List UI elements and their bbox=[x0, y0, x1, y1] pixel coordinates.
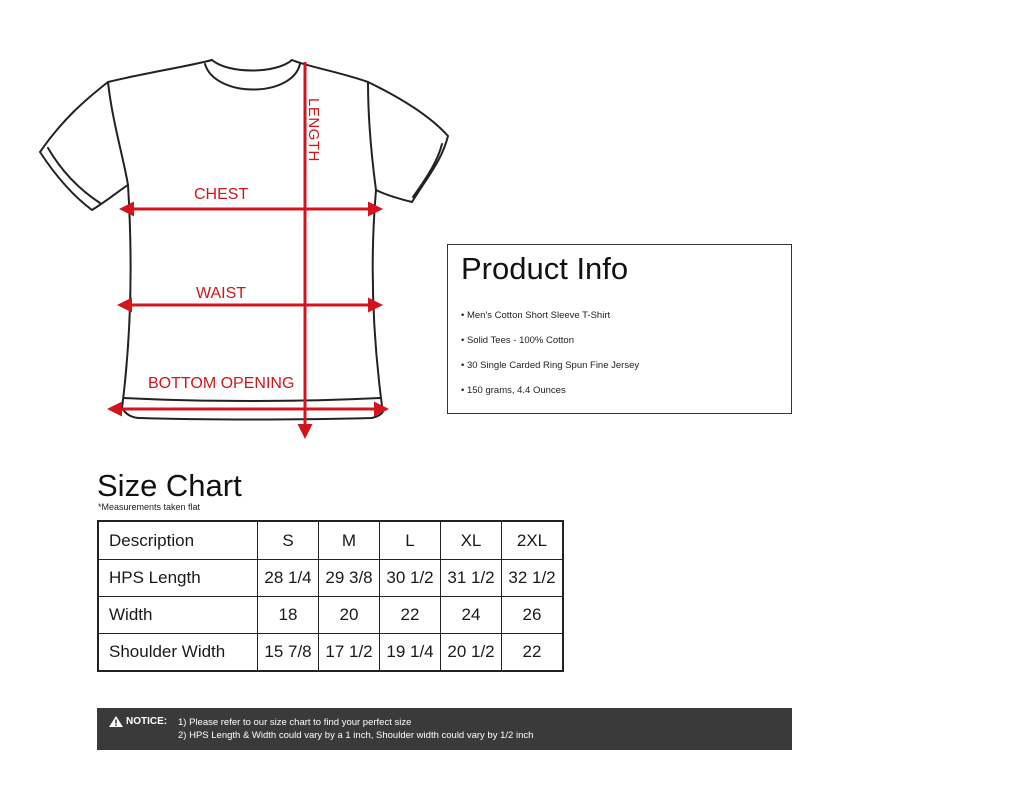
row-label: Shoulder Width bbox=[98, 634, 258, 672]
header-cell-s: S bbox=[258, 521, 319, 560]
notice-bar bbox=[97, 708, 792, 750]
header-cell-xl: XL bbox=[441, 521, 502, 560]
table-header-row bbox=[98, 521, 563, 560]
table-cell: 26 bbox=[502, 597, 564, 634]
length-label: LENGTH bbox=[305, 98, 322, 162]
header-cell-description: Description bbox=[98, 521, 258, 560]
table-cell: 24 bbox=[441, 597, 502, 634]
table-cell: 28 1/4 bbox=[258, 560, 319, 597]
row-label: HPS Length bbox=[98, 560, 258, 597]
header-cell-m: M bbox=[319, 521, 380, 560]
product-info-item: • Men's Cotton Short Sleeve T-Shirt bbox=[461, 310, 639, 335]
table-row bbox=[98, 597, 563, 634]
notice-label: NOTICE: bbox=[126, 716, 168, 727]
table-cell: 19 1/4 bbox=[380, 634, 441, 672]
size-chart-title: Size Chart bbox=[97, 468, 242, 503]
header-cell-2xl: 2XL bbox=[502, 521, 564, 560]
table-cell: 22 bbox=[380, 597, 441, 634]
tshirt-outline bbox=[40, 60, 448, 420]
table-cell: 29 3/8 bbox=[319, 560, 380, 597]
table-cell: 31 1/2 bbox=[441, 560, 502, 597]
table-cell: 20 1/2 bbox=[441, 634, 502, 672]
size-chart-table bbox=[97, 520, 564, 672]
notice-line: 1) Please refer to our size chart to find your perfect size bbox=[178, 717, 412, 728]
bottom-opening-label: BOTTOM OPENING bbox=[148, 375, 295, 392]
product-info-item: • 30 Single Carded Ring Spun Fine Jersey bbox=[461, 360, 639, 385]
table-cell: 32 1/2 bbox=[502, 560, 564, 597]
notice-line: 2) HPS Length & Width could vary by a 1 inch, Shoulder width could vary by 1/2 inch bbox=[178, 730, 534, 741]
notice-text bbox=[178, 716, 533, 742]
product-info-box bbox=[447, 244, 792, 414]
product-info-item: • 150 grams, 4.4 Ounces bbox=[461, 385, 639, 410]
product-info-item: • Solid Tees - 100% Cotton bbox=[461, 335, 639, 360]
product-info-title: Product Info bbox=[461, 251, 629, 286]
table-cell: 20 bbox=[319, 597, 380, 634]
table-cell: 18 bbox=[258, 597, 319, 634]
size-chart-note: *Measurements taken flat bbox=[98, 502, 201, 512]
product-info-list bbox=[461, 310, 639, 410]
table-cell: 17 1/2 bbox=[319, 634, 380, 672]
table-row bbox=[98, 634, 563, 672]
table-cell: 15 7/8 bbox=[258, 634, 319, 672]
warning-icon bbox=[109, 716, 123, 727]
table-cell: 22 bbox=[502, 634, 564, 672]
waist-label: WAIST bbox=[196, 285, 247, 302]
notice-badge bbox=[109, 716, 167, 727]
table-row bbox=[98, 560, 563, 597]
header-cell-l: L bbox=[380, 521, 441, 560]
chest-label: CHEST bbox=[194, 186, 249, 203]
row-label: Width bbox=[98, 597, 258, 634]
table-cell: 30 1/2 bbox=[380, 560, 441, 597]
